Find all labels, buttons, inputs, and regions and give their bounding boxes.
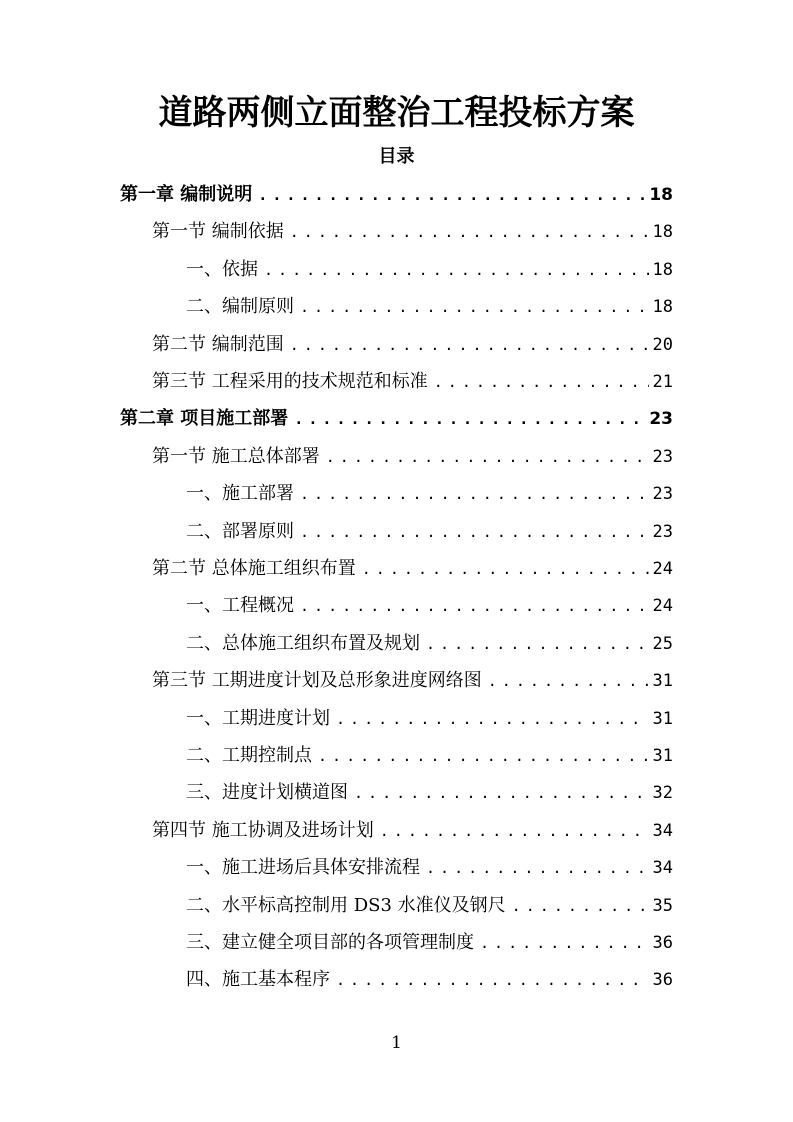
- toc-entry-label: 一、施工部署: [186, 483, 294, 504]
- toc-entry-page: 24: [652, 596, 673, 616]
- toc-leader-dots: [300, 289, 649, 326]
- toc-entry-label: 第三节 工期进度计划及总形象进度网络图: [152, 670, 482, 691]
- toc-entry-page: 32: [652, 783, 673, 803]
- toc-entry-page: 36: [652, 970, 673, 990]
- toc-entry[interactable]: [186, 774, 673, 811]
- toc-entry[interactable]: [152, 326, 673, 363]
- toc-leader-dots: [480, 925, 649, 962]
- toc-entry-label: 三、进度计划横道图: [186, 782, 348, 803]
- toc-entry[interactable]: [186, 475, 673, 512]
- toc-entry-page: 25: [652, 634, 673, 654]
- toc-leader-dots: [294, 401, 645, 438]
- toc-entry-label: 二、工期控制点: [186, 745, 312, 766]
- toc-entry-page: 18: [652, 222, 673, 242]
- toc-entry-page: 23: [652, 484, 673, 504]
- toc-leader-dots: [290, 327, 649, 364]
- toc-entry[interactable]: [186, 700, 673, 737]
- toc-leader-dots: [426, 626, 649, 663]
- toc-leader-dots: [300, 588, 649, 625]
- toc-leader-dots: [318, 738, 649, 775]
- toc-entry-page: 35: [652, 896, 673, 916]
- toc-entry-label: 第二节 总体施工组织布置: [152, 558, 356, 579]
- toc-entry-label: 三、建立健全项目部的各项管理制度: [186, 932, 474, 953]
- toc-entry-label: 第二节 编制范围: [152, 334, 284, 355]
- toc-leader-dots: [290, 214, 649, 251]
- toc-entry-page: 23: [649, 409, 673, 429]
- toc-leader-dots: [300, 476, 649, 513]
- toc-leader-dots: [264, 252, 649, 289]
- toc-entry-label: 第一节 编制依据: [152, 221, 284, 242]
- toc-leader-dots: [362, 551, 649, 588]
- toc-leader-dots: [326, 439, 649, 476]
- toc-leader-dots: [380, 813, 649, 850]
- toc-entry[interactable]: [186, 288, 673, 325]
- toc-entry[interactable]: [120, 176, 673, 213]
- toc-leader-dots: [336, 962, 649, 999]
- toc-entry[interactable]: [186, 887, 673, 924]
- toc-entry[interactable]: [186, 849, 673, 886]
- toc-entry-label: 第一节 施工总体部署: [152, 446, 320, 467]
- toc-entry[interactable]: [152, 550, 673, 587]
- toc-entry[interactable]: [186, 251, 673, 288]
- toc-entry-page: 20: [652, 335, 673, 355]
- toc-entry[interactable]: [152, 812, 673, 849]
- toc-entry[interactable]: [186, 924, 673, 961]
- toc-leader-dots: [426, 850, 649, 887]
- toc-heading: 目录: [378, 146, 415, 167]
- toc-entry-label: 二、水平标高控制用 DS3 水准仪及钢尺: [186, 895, 506, 916]
- toc-entry-page: 36: [652, 933, 673, 953]
- toc-entry[interactable]: [186, 625, 673, 662]
- toc-entry[interactable]: [186, 737, 673, 774]
- toc-leader-dots: [488, 663, 649, 700]
- toc-leader-dots: [300, 514, 649, 551]
- toc-entry-page: 21: [652, 372, 673, 392]
- toc-entry-label: 一、工期进度计划: [186, 708, 330, 729]
- toc-entry-page: 31: [652, 671, 673, 691]
- toc-entry-page: 24: [652, 559, 673, 579]
- toc-entry-label: 第一章 编制说明: [120, 184, 253, 205]
- toc-entry[interactable]: [152, 438, 673, 475]
- toc-entry-page: 31: [652, 709, 673, 729]
- page-number: 1: [391, 1033, 402, 1053]
- toc-leader-dots: [336, 701, 649, 738]
- toc-entry-page: 31: [652, 746, 673, 766]
- toc-entry[interactable]: [186, 587, 673, 624]
- toc-entry[interactable]: [152, 363, 673, 400]
- toc-entry-page: 23: [652, 447, 673, 467]
- toc-entry-label: 二、部署原则: [186, 521, 294, 542]
- toc-entry-page: 18: [652, 260, 673, 280]
- toc-entry[interactable]: [186, 961, 673, 998]
- toc-entry-label: 第四节 施工协调及进场计划: [152, 820, 374, 841]
- toc-entry-label: 二、编制原则: [186, 296, 294, 317]
- toc-entry-page: 18: [649, 185, 673, 205]
- toc-entry-page: 23: [652, 522, 673, 542]
- toc-entry-page: 34: [652, 821, 673, 841]
- toc-entry-label: 第二章 项目施工部署: [120, 408, 289, 429]
- toc-entry-label: 二、总体施工组织布置及规划: [186, 633, 420, 654]
- toc-entry-page: 34: [652, 858, 673, 878]
- toc-leader-dots: [354, 775, 649, 812]
- toc-leader-dots: [512, 888, 649, 925]
- toc-entry-label: 一、工程概况: [186, 595, 294, 616]
- toc-entry-label: 一、施工进场后具体安排流程: [186, 857, 420, 878]
- toc-entry[interactable]: [186, 513, 673, 550]
- toc-entry-label: 四、施工基本程序: [186, 969, 330, 990]
- toc-entry[interactable]: [152, 213, 673, 250]
- toc-entry[interactable]: [120, 400, 673, 437]
- toc-entry-page: 18: [652, 297, 673, 317]
- toc-leader-dots: [258, 177, 645, 214]
- document-title: 道路两侧立面整治工程投标方案: [158, 93, 635, 133]
- toc-leader-dots: [434, 364, 649, 401]
- toc-entry-label: 第三节 工程采用的技术规范和标准: [152, 371, 428, 392]
- toc-entry-label: 一、依据: [186, 259, 258, 280]
- toc-entry[interactable]: [152, 662, 673, 699]
